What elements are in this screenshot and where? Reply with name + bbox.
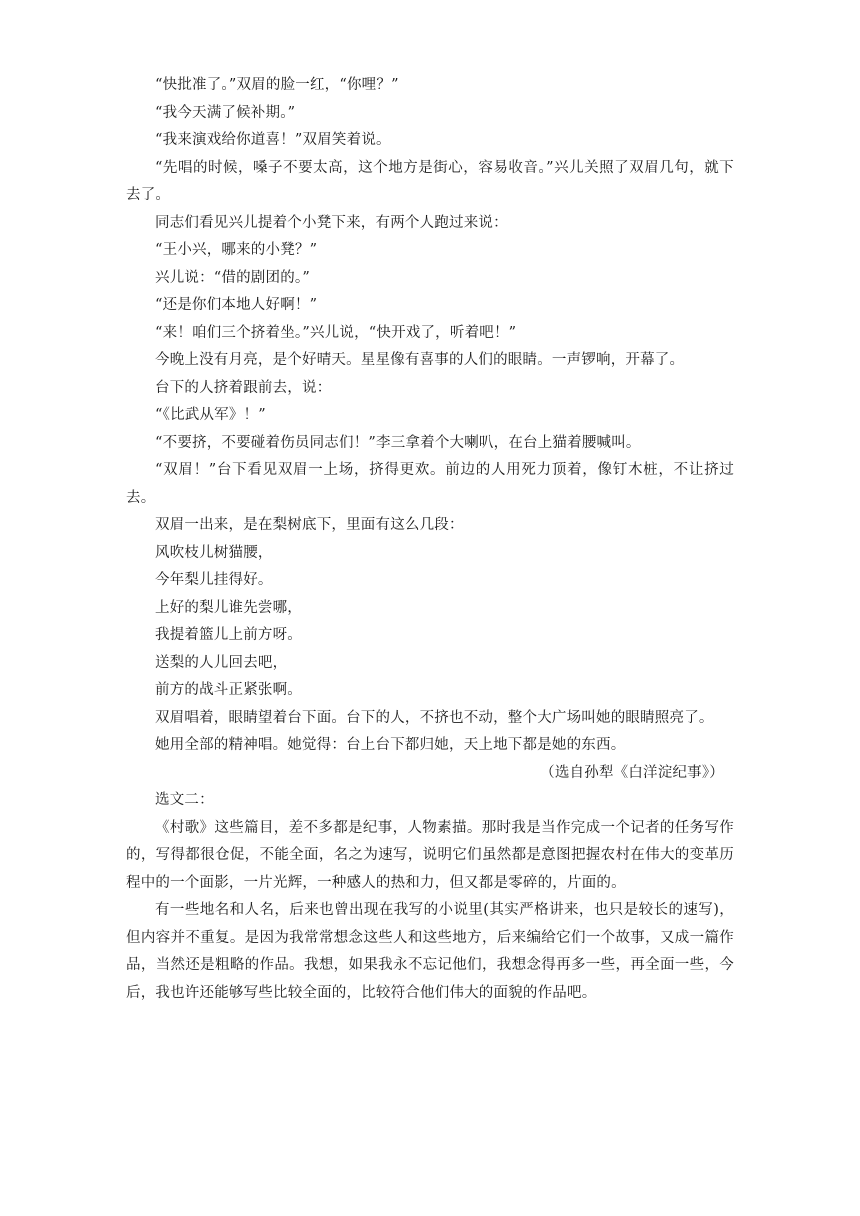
- passage-two: [126, 787, 734, 1007]
- paragraph: “快批准了。”双眉的脸一红，“你哩？”: [155, 77, 399, 93]
- paragraph: 兴儿说：“借的剧团的。”: [155, 269, 310, 286]
- song-line: 上好的梨儿谁先尝哪，: [155, 599, 302, 616]
- paragraph: 今晚上没有月亮，是个好晴天。星星像有喜事的人们的眼睛。一声锣响，开幕了。: [155, 352, 685, 368]
- paragraph: “《比武从军》！”: [155, 407, 266, 423]
- song-line: 送梨的人儿回去吧，: [155, 654, 288, 671]
- song-line: 我提着篮儿上前方呀。: [155, 627, 302, 643]
- paragraph: “王小兴，哪来的小凳？”: [155, 242, 318, 258]
- document-page: [126, 72, 734, 1007]
- paragraph: 有一些地名和人名，后来也曾出现在我写的小说里(其实严格讲来，也只是较长的速写)，但内容并不重复。是因为我常常想念这些人和这些地方，后来编给它们一个故事，又成一篇作品，当然还是粗略的作品。我想，如果我永不忘记他们，我想念得再多一些，再全面一些，今后，我也许还能够写些比较全面的，比较符合他们伟大的面貌的作品吧。: [126, 902, 734, 1001]
- paragraph: “不要挤，不要碰着伤员同志们！”李三拿着个大喇叭，在台上猫着腰喊叫。: [155, 434, 641, 451]
- paragraph: 《村歌》这些篇目，差不多都是纪事，人物素描。那时我是当作完成一个记者的任务写作的，写得都很仓促，不能全面，名之为速写，说明它们虽然都是意图把握农村在伟大的变革历程中的一个面影，一片光辉，一种感人的热和力，但又都是零碎的，片面的。: [126, 819, 734, 891]
- paragraph: 同志们看见兴儿提着个小凳下来，有两个人跑过来说：: [155, 214, 508, 231]
- song-line: 风吹枝儿树猫腰，: [155, 544, 273, 561]
- paragraph: “先唱的时候，嗓子不要太高，这个地方是街心，容易收音。”兴儿关照了双眉几句，就下去了。: [126, 159, 734, 203]
- section-label: 选文二：: [155, 792, 214, 808]
- paragraph: 双眉唱着，眼睛望着台下面。台下的人，不挤也不动，整个大广场叫她的眼睛照亮了。: [155, 709, 714, 726]
- paragraph: “来！咱们三个挤着坐。”兴儿说，“快开戏了，听着吧！”: [155, 324, 517, 341]
- paragraph: “我今天满了候补期。”: [155, 104, 296, 121]
- paragraph: “还是你们本地人好啊！”: [155, 297, 318, 313]
- paragraph: 双眉一出来，是在梨树底下，里面有这么几段：: [155, 517, 464, 533]
- paragraph: 她用全部的精神唱。她觉得：台上台下都归她，天上地下都是她的东西。: [155, 737, 626, 753]
- paragraph: “双眉！”台下看见双眉一上场，挤得更欢。前边的人用死力顶着，像钉木桩，不让挤过去。: [126, 462, 734, 506]
- passage-one: [126, 72, 734, 787]
- song-line: 今年梨儿挂得好。: [155, 572, 273, 588]
- paragraph: 台下的人挤着跟前去，说：: [155, 379, 332, 396]
- source-citation: （选自孙犁《白洋淀纪事》）: [540, 764, 724, 781]
- song-line: 前方的战斗正紧张啊。: [155, 682, 302, 698]
- paragraph: “我来演戏给你道喜！”双眉笑着说。: [155, 132, 391, 148]
